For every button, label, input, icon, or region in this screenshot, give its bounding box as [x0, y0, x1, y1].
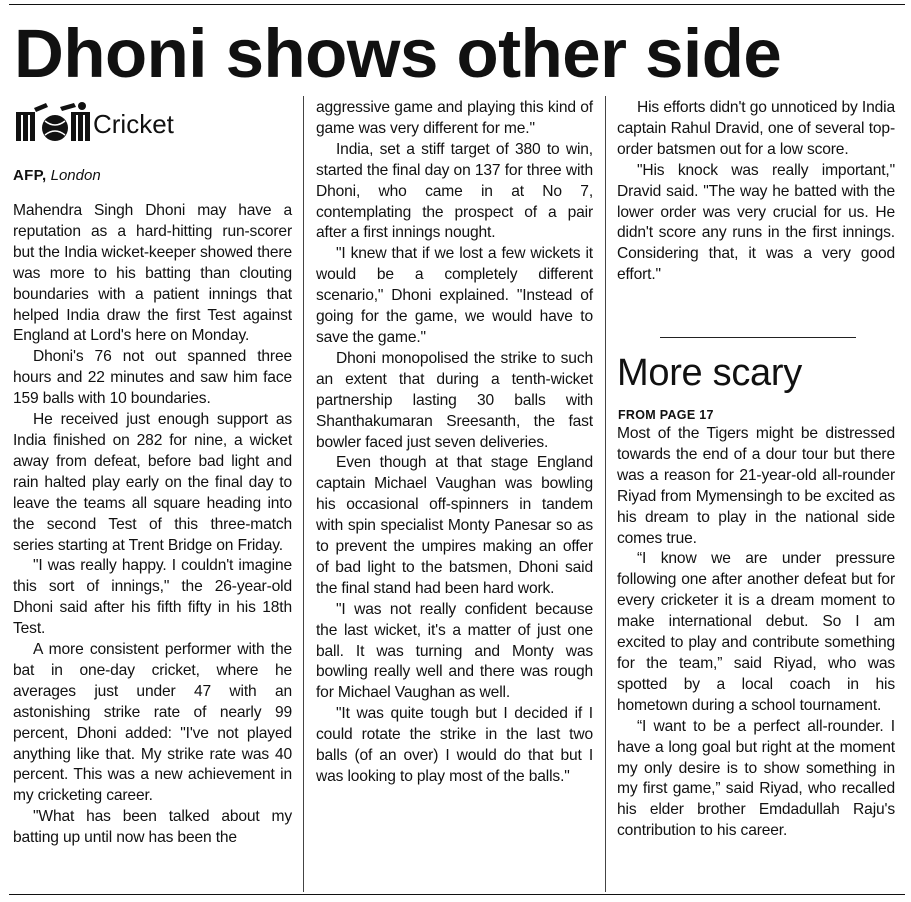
paragraph: "I was not really confident because the last wicket, it's a matter of just one ball. It was turning and Monty was bowling really well and there was rough for Michael Vaughan as well. [316, 600, 593, 702]
cricket-logo-icon [16, 101, 91, 143]
paragraph: Dhoni's 76 not out spanned three hours and 22 minutes and saw him face 159 balls with 10 boundaries. [13, 348, 292, 408]
paragraph: He received just enough support as India finished on 282 for nine, a wicket away from defeat, before bad light and rain halted play early on the final day to leave the teams all square heading into the second Test of this three-match series starting at Trent Bridge on Friday. [13, 411, 292, 554]
column-divider [303, 96, 304, 892]
paragraph: “I want to be a perfect all-rounder. I have a long goal but right at the moment my only desire is to show something in my first game,” said Riyad, who recalled his elder brother Emdadullah Raju's contribution to his career. [617, 717, 895, 840]
from-page-label: FROM PAGE 17 [618, 408, 714, 422]
paragraph: A more consistent performer with the bat in one-day cricket, where he averages just under 47 with an astonishing strike rate of nearly 99 percent, Dhoni added: "I've not played anything like that. My strike rate was 40 percent. This was a new achievement in my cricketing career. [13, 641, 292, 805]
story-separator [660, 337, 856, 338]
second-story-headline: More scary [617, 352, 802, 394]
bottom-rule [9, 894, 905, 895]
paragraph: "I knew that if we lost a few wickets it would be a completely different scenario," Dhoni explained. "Instead of going for the game, we would have to save the game." [316, 245, 593, 346]
column-3 [617, 98, 895, 286]
paragraph: Mahendra Singh Dhoni may have a reputation as a hard-hitting run-scorer but the India wicket-keeper showed there was more to his batting than clouting boundaries with a patient innings that helped India draw the first Test against England at Lord's here on Monday. [13, 202, 292, 345]
column-1 [13, 201, 292, 849]
byline-agency: AFP, [13, 167, 47, 184]
paragraph: Most of the Tigers might be distressed towards the end of a dour tour but there was a reason for 21-year-old all-rounder Riyad from Mymensingh to be excited as his dream to play in the national side comes true. [617, 425, 895, 547]
paragraph: Dhoni monopolised the strike to such an extent that during a tenth-wicket partnership lasting 30 balls with Shanthakumaran Sreesanth, the fast bowler faced just seven deliveries. [316, 349, 593, 451]
paragraph: India, set a stiff target of 380 to win, started the final day on 137 for three with Dhoni, who came in at No 7, contemplating the prospect of a pair after a first innings nought. [316, 140, 593, 242]
paragraph: Even though at that stage England captain Michael Vaughan was bowling his occasional off-spinners in tandem with spin specialist Monty Panesar so as to prevent the umpires making an offer of bad light to the batsmen, Dhoni said the final stand had been hard work. [316, 454, 593, 597]
second-story-body [617, 424, 895, 842]
byline-place: London [50, 167, 101, 184]
section-label: Cricket [93, 109, 174, 139]
paragraph: “I know we are under pressure following one after another defeat but for every cricketer it is a dream moment to make international debut. So I am excited to play and contribute something for the team,” said Riyad, who was spotted by a local coach in his hometown during a school tournament. [617, 550, 895, 714]
paragraph: "It was quite tough but I decided if I could rotate the strike in the last two balls (of an over) I would do that but I was looking to play most of the balls." [316, 705, 593, 785]
column-divider [605, 96, 606, 892]
column-2 [316, 98, 593, 788]
byline [13, 166, 101, 186]
section-logo [16, 101, 211, 145]
headline: Dhoni shows other side [14, 15, 782, 92]
paragraph: "I was really happy. I couldn't imagine this sort of innings," the 26-year-old Dhoni said after his fifth fifty in his 18th Test. [13, 557, 292, 638]
top-rule [9, 4, 905, 5]
paragraph: "His knock was really important," Dravid said. "The way he batted with the lower order was very crucial for us. He didn't score any runs in the first innings. Considering that, it was a very good effort." [617, 161, 895, 284]
paragraph: "What has been talked about my batting up until now has been the [13, 808, 292, 847]
paragraph: His efforts didn't go unnoticed by India captain Rahul Dravid, one of several top-order batsmen out for a low score. [617, 99, 895, 158]
paragraph: aggressive game and playing this kind of game was very different for me." [316, 99, 593, 137]
